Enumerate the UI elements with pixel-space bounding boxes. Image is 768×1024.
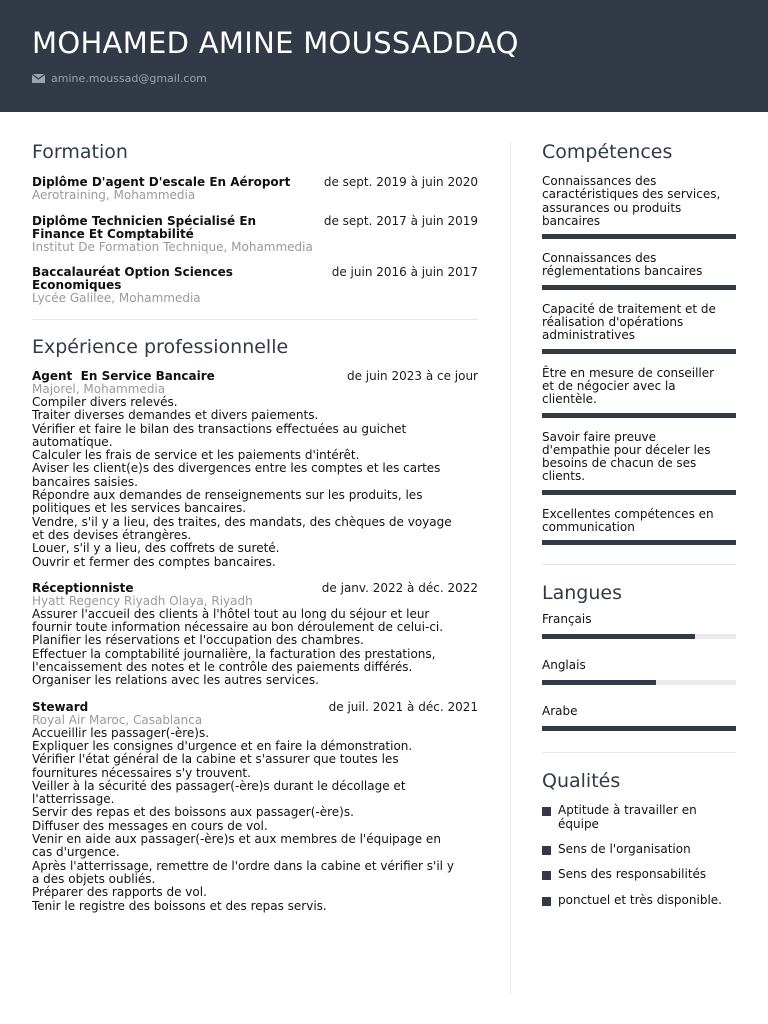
job-title: Agent En Service Bancaire bbox=[32, 369, 215, 383]
formation-degree: Baccalauréat Option Sciences Economiques bbox=[32, 265, 233, 292]
job-company: Royal Air Maroc, Casablanca bbox=[32, 712, 203, 727]
job-description: Compiler divers relevés. Traiter diverses demandes et divers paiements. Vérifier et faire le bilan des transactions effectuées au guichet automatique. Calculer les frais de service et les paiements d'intérêt. Aviser les client(e)s des divergences entre les comptes et les cartes bancaires saisies. Répondre aux demandes de renseignements sur les produits, les politiques et les services bancaires. Vendre, s'il y a lieu, des traites, des mandats, des chèques de voyage et des devises étrangères. Louer, s'il y a lieu, des coffrets de sureté. Ouvrir et fermer des comptes bancaires. bbox=[32, 395, 452, 569]
quality-label: Sens des responsabilités bbox=[558, 867, 707, 882]
language-item bbox=[542, 612, 736, 639]
skill-bar bbox=[542, 285, 736, 290]
square-bullet-icon bbox=[542, 871, 551, 880]
square-bullet-icon bbox=[542, 846, 551, 855]
square-bullet-icon bbox=[542, 807, 551, 816]
job-company: Hyatt Regency Riyadh Olaya, Riyadh bbox=[32, 593, 253, 608]
skill-label: Capacité de traitement et de réalisation d'opérations administratives bbox=[542, 301, 716, 343]
skill-bar bbox=[542, 490, 736, 495]
job-company: Majorel, Mohammedia bbox=[32, 382, 166, 396]
competences-title: Compétences bbox=[542, 141, 673, 163]
language-item bbox=[542, 658, 736, 685]
formation-school: Institut De Formation Technique, Mohammedia bbox=[32, 240, 313, 254]
candidate-name: MOHAMED AMINE MOUSSADDAQ bbox=[32, 26, 519, 60]
formation-date: de sept. 2017 à juin 2019 bbox=[323, 214, 478, 228]
job-description: Assurer l'accueil des clients à l'hôtel tout au long du séjour et leur fournir toute information nécessaire au bon déroulement de celui-ci. Planifier les réservations et l'occupation des chambres. Effectuer la comptabilité journalière, la facturation des prestations, l'encaissement des notes et le contrôle des paiements différés. Organiser les relations avec les autres services. bbox=[32, 606, 444, 688]
language-bar-track bbox=[542, 634, 736, 639]
langues-title: Langues bbox=[542, 582, 622, 605]
language-bar-fill bbox=[542, 680, 656, 685]
skill-item bbox=[542, 431, 736, 495]
quality-item bbox=[542, 894, 736, 907]
skill-bar bbox=[542, 234, 736, 239]
skill-label: Être en mesure de conseiller et de négocier avec la clientèle. bbox=[542, 365, 715, 407]
skill-item bbox=[542, 303, 736, 354]
formation-entry bbox=[32, 215, 478, 254]
contact-line bbox=[32, 72, 207, 85]
language-item bbox=[542, 704, 736, 731]
language-name: Français bbox=[542, 612, 592, 627]
skill-item bbox=[542, 175, 736, 239]
qualites-title: Qualités bbox=[542, 770, 621, 793]
formation-entry bbox=[32, 176, 478, 202]
skill-label: Connaissances des réglementations bancaires bbox=[542, 251, 703, 279]
skill-bar bbox=[542, 540, 736, 545]
skill-label: Connaissances des caractéristiques des services, assurances ou produits bancaires bbox=[542, 174, 721, 228]
formation-degree: Diplôme D'agent D'escale En Aéroport bbox=[32, 175, 291, 189]
square-bullet-icon bbox=[542, 897, 551, 906]
right-column bbox=[542, 140, 736, 919]
job-title: Steward bbox=[32, 699, 89, 714]
mail-icon bbox=[32, 74, 45, 83]
quality-label: ponctuel et très disponible. bbox=[558, 892, 722, 907]
formation-title: Formation bbox=[32, 141, 128, 163]
skill-label: Excellentes compétences en communication bbox=[542, 506, 714, 535]
job-date: de janv. 2022 à déc. 2022 bbox=[321, 580, 478, 595]
language-bar-track bbox=[542, 680, 736, 685]
quality-label: Sens de l'organisation bbox=[558, 841, 691, 856]
experience-title: Expérience professionnelle bbox=[32, 336, 289, 358]
quality-item bbox=[542, 868, 736, 881]
skill-label: Savoir faire preuve d'empathie pour déceler les besoins de chacun de ses clients. bbox=[542, 429, 711, 484]
skill-bar bbox=[542, 349, 736, 354]
quality-item bbox=[542, 843, 736, 856]
quality-item bbox=[542, 804, 736, 831]
language-name: Arabe bbox=[542, 704, 578, 719]
job-date: de juil. 2021 à déc. 2021 bbox=[328, 699, 478, 714]
header bbox=[0, 0, 768, 112]
left-column bbox=[32, 140, 478, 913]
skill-bar bbox=[542, 413, 736, 418]
language-bar-fill bbox=[542, 634, 695, 639]
column-divider bbox=[510, 142, 511, 994]
formation-entry bbox=[32, 266, 478, 305]
job-description: Accueillir les passager(-ère)s. Expliquer les consignes d'urgence et en faire la démonstration. Vérifier l'état général de la cabine et s'assurer que toutes les fournitures nécessaires s'y trouvent. Veiller à la sécurité des passager(-ère)s durant le décollage et l'atterrissage. Servir des repas et des boissons aux passager(-ère)s. Diffuser des messages en cours de vol. Venir en aide aux passager(-ère)s et aux membres de l'équipage en cas d'urgence. Après l'atterrissage, remettre de l'ordre dans la cabine et vérifier s'il y a des objets oubliés. Préparer des rapports de vol. Tenir le registre des boissons et des repas servis. bbox=[32, 725, 454, 913]
quality-label: Aptitude à travailler en équipe bbox=[558, 803, 697, 831]
formation-date: de juin 2016 à juin 2017 bbox=[331, 265, 478, 279]
formation-school: Lycée Galilee, Mohammedia bbox=[32, 291, 201, 305]
skill-item bbox=[542, 508, 736, 546]
email-link[interactable]: amine.moussad@gmail.com bbox=[51, 72, 207, 85]
skill-item bbox=[542, 367, 736, 418]
job-date: de juin 2023 à ce jour bbox=[346, 369, 478, 383]
experience-entry bbox=[32, 701, 478, 913]
experience-entry bbox=[32, 582, 478, 688]
language-bar-fill bbox=[542, 726, 736, 731]
experience-entry bbox=[32, 370, 478, 569]
language-name: Anglais bbox=[542, 658, 586, 673]
skill-item bbox=[542, 252, 736, 290]
job-title: Réceptionniste bbox=[32, 580, 134, 595]
formation-degree: Diplôme Technicien Spécialisé En Finance Et Comptabilité bbox=[32, 214, 257, 241]
language-bar-track bbox=[542, 726, 736, 731]
formation-date: de sept. 2019 à juin 2020 bbox=[323, 175, 478, 189]
formation-school: Aerotraining, Mohammedia bbox=[32, 188, 196, 202]
